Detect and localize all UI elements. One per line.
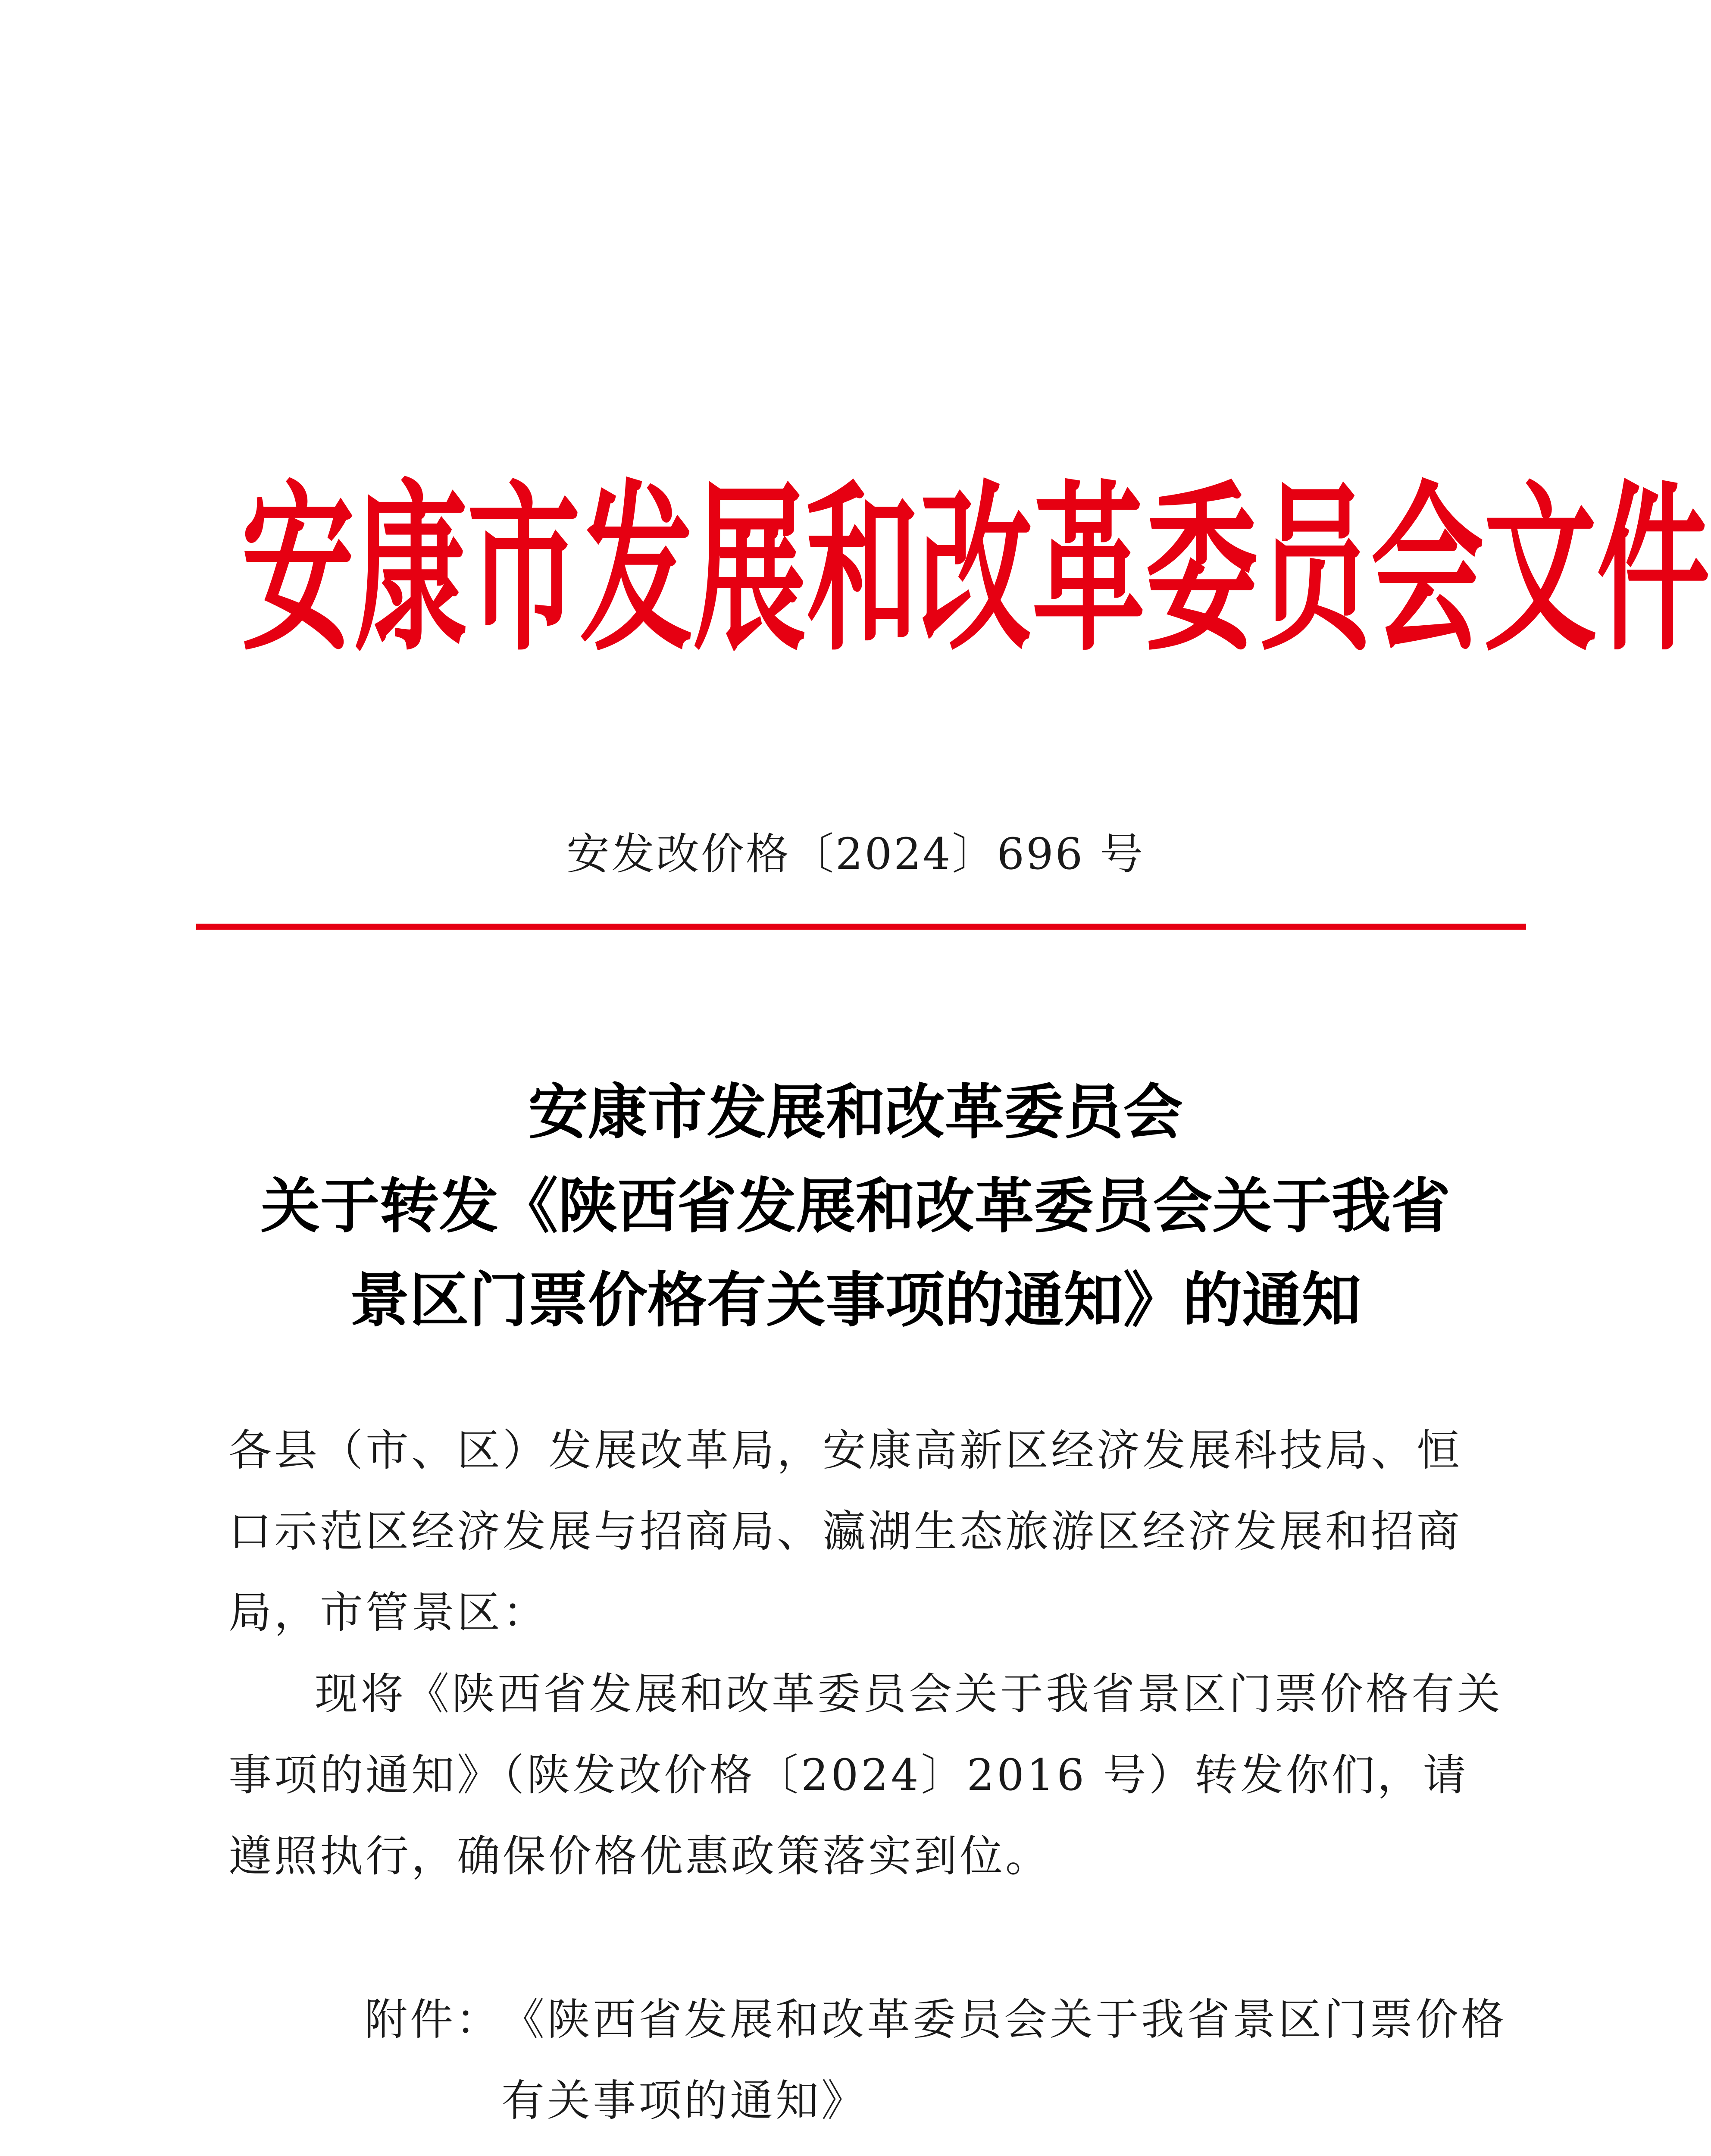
letterhead-char: 发: [580, 463, 693, 676]
letterhead-char: 安: [241, 463, 354, 676]
document-title: [0, 1065, 1711, 1347]
addressee-paragraph: 各县（市、区）发展改革局，安康高新区经济发展科技局、恒口示范区经济发展与招商局、瀛湖生态旅游区经济发展和招商局，市管景区：: [228, 1425, 1462, 1638]
letterhead-char: 改: [919, 463, 1032, 676]
letterhead-char: 会: [1371, 463, 1484, 676]
letterhead-char: 展: [693, 463, 806, 676]
attachment-label: 附件：: [364, 1994, 501, 2045]
letterhead-char: 革: [1032, 463, 1145, 676]
attachment-title: 《陕西省发展和改革委员会关于我省景区门票价格有关事项的通知》: [501, 1994, 1507, 2126]
attachment-note: [364, 1979, 1507, 2141]
letterhead-char: 文: [1484, 463, 1597, 676]
title-line-1: 安康市发展和改革委员会: [528, 1077, 1183, 1147]
letterhead-char: 员: [1258, 463, 1371, 676]
title-line-3: 景区门票价格有关事项的通知》的通知: [350, 1265, 1361, 1335]
body-paragraph: 现将《陕西省发展和改革委员会关于我省景区门票价格有关事项的通知》（陕发改价格〔2024〕2016 号）转发你们，请遵照执行，确保价格优惠政策落实到位。: [228, 1669, 1503, 1881]
document-number: 安发改价格〔2024〕696 号: [566, 829, 1145, 879]
letterhead-char: 康: [354, 463, 467, 676]
letterhead-char: 件: [1597, 463, 1710, 676]
title-line-2: 关于转发《陕西省发展和改革委员会关于我省: [260, 1171, 1451, 1241]
letterhead-char: 市: [467, 463, 580, 676]
letterhead-char: 委: [1145, 463, 1258, 676]
letterhead-char: 和: [806, 463, 919, 676]
red-divider-rule: [196, 924, 1526, 930]
letterhead-title: [241, 457, 1710, 681]
